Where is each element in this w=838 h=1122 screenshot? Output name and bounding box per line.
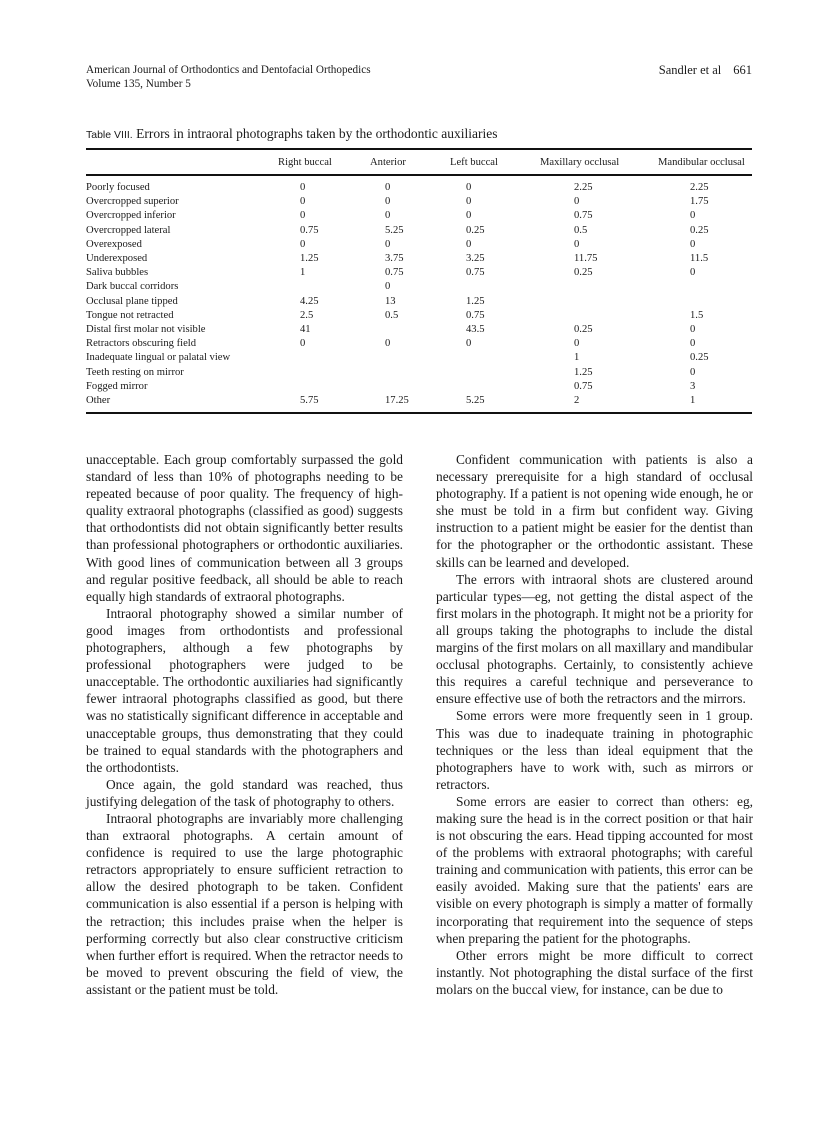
table-cell: 0.25 (690, 224, 709, 236)
table-cell (450, 380, 540, 394)
table-cell: 0.75 (466, 309, 485, 321)
table-cell: 0 (385, 196, 391, 208)
table-cell (450, 280, 540, 294)
paragraph: Intraoral photographs are invariably more challenging than extraoral photographs. A certain amount of confidence is required to use the large photographic retractors appropriately to ensure sufficient retraction to allow the desired photograph to be taken. Confident communication is also essential if a person is helping with the retraction; this includes praise when the helper is performing correctly but also clear constructive criticism when further effort is required. When the retractor needs to be moved to prevent obscuring the field of view, the assistant or the patient must be told. (86, 810, 403, 997)
table-cell (278, 366, 370, 380)
paragraph: The errors with intraoral shots are clustered around particular types—eg, not getting the distal aspect of the first molars in the photograph. It might not be a priority for all groups taking the photographs to include the distal margins of the first molars on all maxillary and mandibular occlusal photographs. Certainly, to consistently achieve this requires a careful technique and perseverance to ensure effective use of both the retractors and the mirrors. (436, 571, 753, 707)
table-cell: 0.25 (466, 224, 485, 236)
table-cell: 0 (466, 238, 472, 250)
table-cell: 0.75 (574, 380, 593, 392)
table-cell (540, 280, 658, 294)
table-cell: 0 (690, 238, 696, 250)
table-row (86, 252, 752, 266)
table-cell: 0 (466, 182, 472, 193)
paragraph: Once again, the gold standard was reached, thus justifying delegation of the task of photography to others. (86, 776, 403, 809)
column-header: Maxillary occlusal (540, 156, 620, 168)
table-cell: 0 (466, 196, 472, 208)
row-label: Overcropped superior (86, 196, 179, 208)
journal-name: American Journal of Orthodontics and Dentofacial Orthopedics (86, 64, 371, 76)
table-row (86, 209, 752, 223)
table-cell: 17.25 (385, 395, 409, 407)
table-cell (540, 309, 658, 323)
table-label: Table VIII. (86, 129, 133, 141)
table-cell (370, 351, 450, 365)
table-cell: 1.25 (300, 253, 319, 265)
table-row (86, 295, 752, 309)
row-label: Tongue not retracted (86, 309, 174, 321)
table-cell: 0 (574, 196, 580, 208)
table-cell (370, 366, 450, 380)
table-cell: 11.75 (574, 253, 598, 265)
table-cell: 3 (690, 380, 696, 392)
table-cell (278, 351, 370, 365)
table-cell: 0 (385, 281, 391, 293)
row-label: Fogged mirror (86, 380, 148, 392)
table-cell: 5.75 (300, 395, 319, 407)
table-cell: 4.25 (300, 295, 319, 307)
table-cell: 5.25 (466, 395, 485, 407)
row-label: Inadequate lingual or palatal view (86, 352, 231, 364)
table-cell: 0.75 (574, 210, 593, 222)
table-caption (86, 126, 752, 143)
table-cell: 0 (300, 238, 306, 250)
table-cell: 0 (385, 182, 391, 193)
table-cell: 0.25 (574, 267, 593, 279)
paragraph: Intraoral photography showed a similar number of good images from orthodontists and professional photographers, although a few photographs by professional photographers were judged to be unacceptable. The orthodontic auxiliaries had significantly fewer intraoral photographs classified as good, but there was no statistically significant difference in acceptable and unacceptable groups, thus demonstrating that they could be trained to equal standards with the photographers and the orthodontists. (86, 605, 403, 775)
row-label: Dark buccal corridors (86, 281, 179, 293)
page-info (659, 63, 752, 77)
table-cell: 0 (690, 267, 696, 279)
table-cell: 0 (300, 338, 306, 350)
table-cell: 2.5 (300, 309, 314, 321)
authors: Sandler et al (658, 63, 722, 77)
body-column-right (436, 451, 753, 998)
table-cell: 3.25 (466, 253, 485, 265)
paragraph: Other errors might be more difficult to correct instantly. Not photographing the distal surface of the first molars on the buccal view, for instance, can be due to (436, 947, 753, 997)
row-label: Overcropped inferior (86, 210, 176, 222)
table-cell: 0 (690, 338, 696, 350)
table-cell: 0 (300, 210, 306, 222)
table-cell: 41 (300, 324, 311, 336)
table-title: Errors in intraoral photographs taken by the orthodontic auxiliaries (136, 126, 498, 141)
table-row (86, 238, 752, 252)
table-row (86, 175, 752, 195)
table-cell: 0 (385, 338, 391, 350)
table-cell: 1.75 (690, 196, 709, 208)
table-cell: 2.25 (574, 182, 593, 193)
table-cell: 1 (300, 267, 306, 279)
paragraph: Some errors are easier to correct than others: eg, making sure the head is in the correct position or that hair is not obscuring the ears. Head tipping accounted for most of the problems with extraoral photographs; with careful training and communication with patients, this error can be easily avoided. Making sure that the patients' ears are visible on every photograph is simply a matter of formally incorporating that requirement into the sequence of steps when preparing the patient for the photographs. (436, 793, 753, 946)
table-cell (370, 323, 450, 337)
table-cell: 0 (574, 238, 580, 250)
table-row (86, 366, 752, 380)
table-cell: 1 (574, 352, 580, 364)
table-cell (658, 295, 752, 309)
table-body (86, 175, 752, 413)
paragraph: Some errors were more frequently seen in 1 group. This was due to inadequate training in photographic techniques or the less than ideal equipment that the photographers have to work with, such as mirrors or retractors. (436, 708, 753, 792)
table-header-row (86, 149, 752, 175)
journal-info (86, 63, 371, 91)
table-cell: 1.5 (690, 309, 704, 321)
table-row (86, 337, 752, 351)
table-cell: 0 (574, 338, 580, 350)
table-row (86, 309, 752, 323)
row-label: Retractors obscuring field (86, 338, 197, 350)
table-viii (86, 126, 752, 414)
table-cell: 1 (690, 395, 696, 407)
row-label: Saliva bubbles (86, 267, 149, 279)
table-cell: 0.25 (690, 352, 709, 364)
table-cell: 0.75 (385, 267, 404, 279)
column-header (86, 149, 278, 175)
journal-volume: Volume 135, Number 5 (86, 78, 191, 90)
table-cell: 0.5 (574, 224, 588, 236)
table-cell (450, 351, 540, 365)
table-cell: 2 (574, 395, 580, 407)
table-cell: 0.25 (574, 324, 593, 336)
table-cell: 0.75 (300, 224, 319, 236)
table-cell: 0.5 (385, 309, 399, 321)
table-cell: 0 (385, 238, 391, 250)
table-cell (370, 380, 450, 394)
table-cell: 0 (466, 338, 472, 350)
table-cell: 1.25 (574, 366, 593, 378)
row-label: Overexposed (86, 238, 142, 250)
table-cell (278, 280, 370, 294)
table-row (86, 380, 752, 394)
table-cell: 1.25 (466, 295, 485, 307)
table-cell: 0.75 (466, 267, 485, 279)
row-label: Occlusal plane tipped (86, 295, 178, 307)
table-row (86, 351, 752, 365)
table-row (86, 266, 752, 280)
row-label: Poorly focused (86, 182, 150, 193)
table-row (86, 224, 752, 238)
table-cell: 2.25 (690, 182, 709, 193)
page-number: 661 (733, 63, 752, 77)
table-cell: 5.25 (385, 224, 404, 236)
table-cell: 13 (385, 295, 396, 307)
table-row (86, 195, 752, 209)
table-cell (450, 366, 540, 380)
table-row (86, 323, 752, 337)
table-cell (278, 380, 370, 394)
table-cell: 0 (690, 210, 696, 222)
table-row (86, 280, 752, 294)
column-header: Anterior (370, 156, 406, 168)
table-cell: 0 (690, 324, 696, 336)
paragraph: Confident communication with patients is also a necessary prerequisite for a high standard of occlusal photography. If a patient is not opening wide enough, he or she must be told in a firm but confident way. Giving instruction to a patient might be easier for the dentist than for the photographer or the orthodontic assistant. These skills can be learned and developed. (436, 452, 753, 570)
row-label: Teeth resting on mirror (86, 366, 184, 378)
table-cell: 0 (300, 182, 306, 193)
table-cell: 0 (466, 210, 472, 222)
row-label: Overcropped lateral (86, 224, 171, 236)
row-label: Distal first molar not visible (86, 324, 206, 336)
table-cell: 0 (690, 366, 696, 378)
errors-table (86, 148, 752, 414)
table-cell: 0 (385, 210, 391, 222)
table-cell: 3.75 (385, 253, 404, 265)
row-label: Other (86, 395, 111, 407)
column-header: Left buccal (450, 156, 498, 168)
body-column-left (86, 451, 403, 998)
paragraph: unacceptable. Each group comfortably surpassed the gold standard of less than 10% of photographs needing to be repeated because of poor quality. The frequency of high-quality extraoral photographs (classified as good) suggests that orthodontists did not obtain significantly better results than professional photographers or orthodontic auxiliaries. With good lines of communication between all 3 groups and regular positive feedback, all should be able to reach equally high standards of extraoral photographs. (86, 452, 403, 604)
table-cell: 43.5 (466, 324, 485, 336)
table-row (86, 394, 752, 413)
row-label: Underexposed (86, 253, 148, 265)
table-cell (658, 280, 752, 294)
table-cell: 11.5 (690, 253, 709, 265)
table-cell (540, 295, 658, 309)
column-header: Right buccal (278, 156, 332, 168)
table-cell: 0 (300, 196, 306, 208)
column-header: Mandibular occlusal (658, 156, 745, 168)
